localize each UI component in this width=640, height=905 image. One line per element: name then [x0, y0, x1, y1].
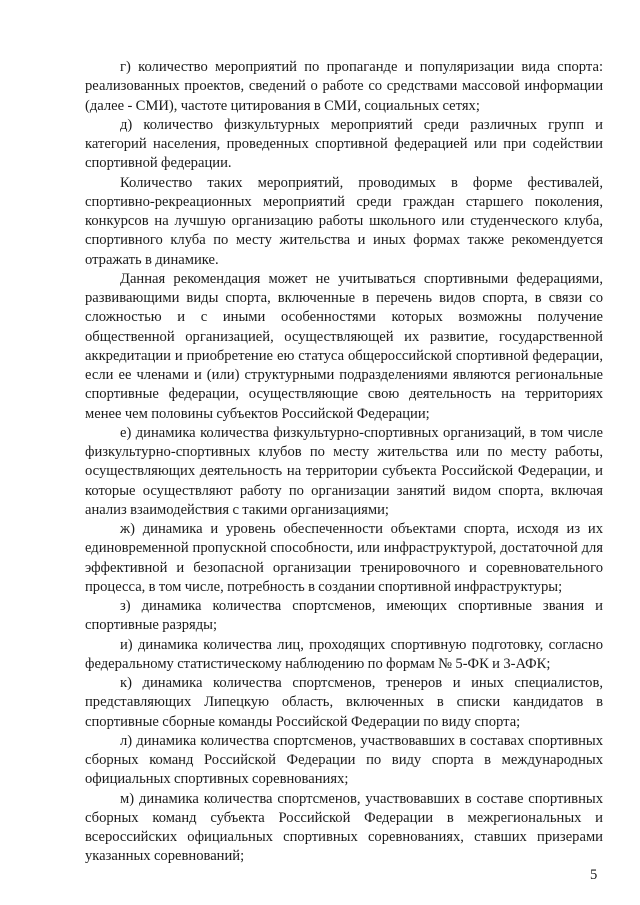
paragraph-d: д) количество физкультурных мероприятий среди различных групп и категорий населения, проведенных спортивной федерацией или при содействии спортивной федерации. [85, 116, 603, 172]
paragraph-g: г) количество мероприятий по пропаганде и популяризации вида спорта: реализованных проектов, сведений о работе со средствами массовой информации (далее - СМИ), частоте цитирования в СМИ, социальных сетях; [85, 59, 603, 114]
document-body [85, 58, 603, 867]
paragraph-m: м) динамика количества спортсменов, участвовавших в составе спортивных сборных команд субъекта Российской Федерации в межрегиональных и всероссийских официальных спортивных соревнованиях, ставших призерами указанных соревнований; [85, 790, 603, 865]
paragraph-k: к) динамика количества спортсменов, тренеров и иных специалистов, представляющих Липецкую область, включенных в списки кандидатов в спортивные сборные команды Российской Федерации по виду спорта; [85, 675, 603, 730]
paragraph-events-note: Количество таких мероприятий, проводимых в форме фестивалей, спортивно-рекреационных мероприятий среди граждан старшего поколения, конкурсов на лучшую организацию работы школьного или студенческого клуба, спортивного клуба по месту жительства и иных формах также рекомендуется отражать в динамике. [85, 174, 603, 268]
paragraph-z: з) динамика количества спортсменов, имеющих спортивные звания и спортивные разряды; [85, 598, 603, 634]
paragraph-l: л) динамика количества спортсменов, участвовавших в составах спортивных сборных команд Российской Федерации по виду спорта в международных официальных спортивных соревнованиях; [85, 732, 603, 788]
paragraph-recommendation-note: Данная рекомендация может не учитываться спортивными федерациями, развивающими виды спорта, включенные в перечень видов спорта, в связи со сложностью и с иными особенностями которых возможны получение общественной организацией, осуществляющей их развитие, государственной аккредитации и приобретение ею статуса общероссийской спортивной федерации, если ее членами и (или) структурными подразделениями являются региональные спортивные федерации, осуществляющие свою деятельность на территориях менее чем половины субъектов Российской Федерации; [85, 270, 603, 422]
page-number: 5 [590, 867, 598, 883]
paragraph-i: и) динамика количества лиц, проходящих спортивную подготовку, согласно федеральному статистическому наблюдению по формам № 5-ФК и 3-АФК; [85, 636, 603, 672]
paragraph-zh: ж) динамика и уровень обеспеченности объектами спорта, исходя из их единовременной пропускной способности, или инфраструктурой, достаточной для эффективной и безопасной организации тренировочного и соревновательного процесса, в том числе, потребность в создании спортивной инфраструктуры; [85, 521, 603, 595]
paragraph-e: е) динамика количества физкультурно-спортивных организаций, в том числе физкультурно-спортивных клубов по месту жительства или по месту работы, осуществляющих деятельность на территории субъекта Российской Федерации, и которые осуществляют работу по организации занятий видом спорта, включая анализ взаимодействия с такими организациями; [85, 424, 603, 518]
